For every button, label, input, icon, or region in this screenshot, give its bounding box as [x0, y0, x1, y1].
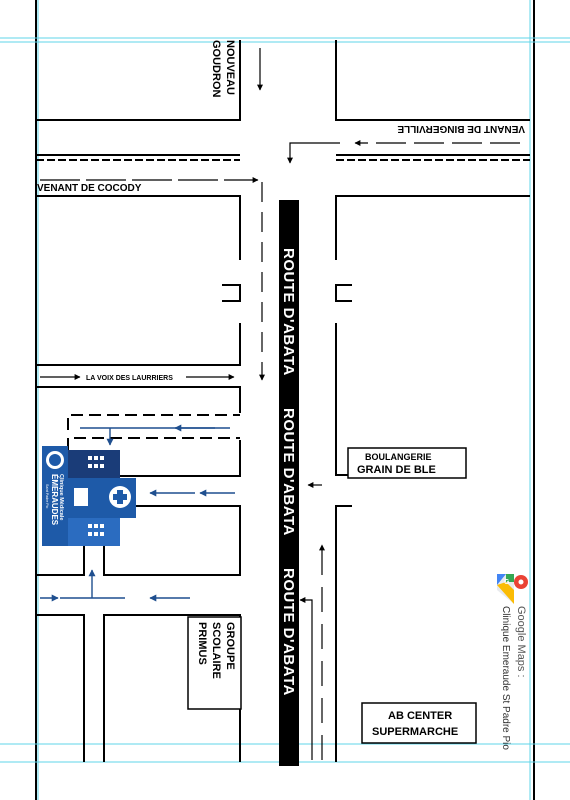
street-label-laurriers: LA VOIX DES LAURRIERS	[86, 375, 173, 382]
ab-center-label	[362, 703, 476, 743]
street-label-nouveau: NOUVEAU	[224, 40, 236, 96]
boulangerie-line2: GRAIN DE BLE	[357, 464, 436, 476]
street-label-bingerville: VENANT DE BINGERVILLE	[397, 123, 525, 134]
boulangerie-line1: BOULANGERIE	[365, 452, 432, 462]
groupe-line3: PRIMUS	[196, 622, 208, 665]
ab-center-line2: SUPERMARCHE	[372, 726, 459, 738]
google-maps-pin-icon	[497, 574, 528, 604]
clinic-lane	[68, 415, 240, 450]
google-maps-label: Google Maps :	[515, 606, 527, 678]
clinic-logo-line2: ÉMERAUDES	[50, 474, 59, 526]
google-maps-place: Clinique Emeraude St Padre Pio	[500, 606, 511, 750]
clinic-logo-line1: Clinique Médicale	[58, 474, 64, 521]
google-maps-reference[interactable]	[497, 574, 528, 750]
street-label-goudron: GOUDRON	[210, 40, 222, 98]
groupe-line2: SCOLAIRE	[210, 622, 222, 679]
top-road	[36, 155, 530, 160]
route-abata-label-3: ROUTE D'ABATA	[280, 568, 297, 696]
route-abata-road	[279, 200, 299, 766]
clinic-marker[interactable]	[42, 446, 136, 546]
groupe-line1: GROUPE	[224, 622, 236, 670]
boulangerie-label	[348, 448, 466, 478]
route-abata-label-1: ROUTE D'ABATA	[280, 248, 297, 376]
clinic-logo-line3: Saint Padre Pio	[45, 484, 49, 509]
groupe-scolaire-label	[188, 617, 241, 709]
street-label-cocody: VENANT DE COCODY	[37, 183, 142, 194]
svg-text:G: G	[504, 579, 510, 586]
route-abata-label-2: ROUTE D'ABATA	[280, 408, 297, 536]
ab-center-line1: AB CENTER	[388, 710, 453, 722]
